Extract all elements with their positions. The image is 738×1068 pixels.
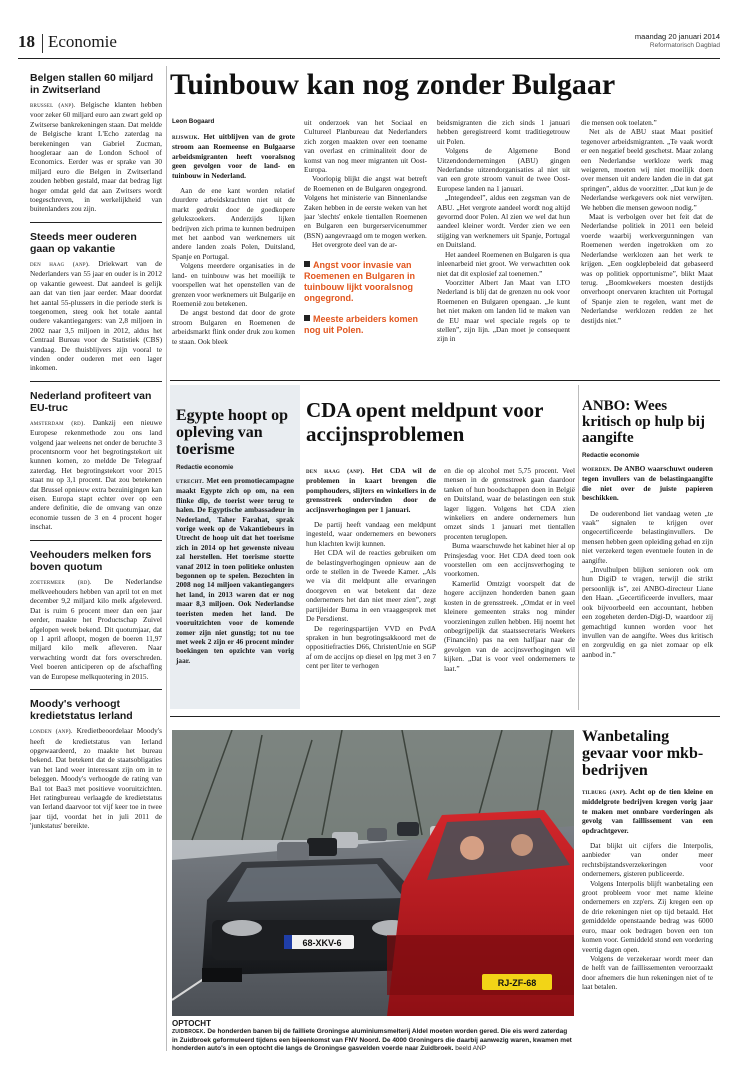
brief-veehouders <box>30 549 162 681</box>
paragraph: Maat is verbolgen over het feit dat de Nederlandse politiek in 2011 een beleid voerde waarbij werkvergunningen van Roemenen werden ingetrokken om zo Nederlandse werklozen aan het werk te krijgen. „Een oogklepbeleid dat gebaseerd was op politiek opportunisme”, blikt Maat terug. „Boomkwekers moesten destijds onverhoopt onervaren krachten uit Portugal of Spanje zien te regelen, want met de Nederlandse werklozen redden ze het destijds niet.” <box>581 212 713 325</box>
tuinbouw-byline: Leon Bogaard <box>172 118 215 125</box>
section-title: Economie <box>48 32 117 51</box>
brief-dateline: londen (anp). <box>30 728 73 736</box>
brief-ouderen <box>30 231 162 373</box>
cda-headline: CDA opent meldpunt voor accijnsproblemen <box>306 398 544 446</box>
tuinbouw-headline: Tuinbouw kan nog zonder Bulgaar <box>170 68 616 101</box>
anbo-byline: Redactie economie <box>582 452 640 459</box>
paragraph: De angst bestond dat door de grote stroom Bulgaren en Roemenen de arbeidsmarkt flink onder druk zou komen te staan. Ook bleek <box>172 308 295 346</box>
photo-caption <box>172 1020 574 1062</box>
paragraph: „Integendeel”, aldus een zegsman van de ABU. „Het vergrote aandeel wordt nog altijd gevormd door Polen. Al zien we wel dat hun aandeel kleiner wordt. Verder zien we een stijging van werknemers uit Spanje, Portugal en Duitsland. <box>437 193 570 250</box>
brief-divider <box>30 222 162 223</box>
tuinbouw-col-1 <box>172 118 295 373</box>
tuinbouw-col-2 <box>304 118 427 373</box>
pullquote-polen: Meeste arbeiders komen nog uit Polen. <box>304 313 419 335</box>
header-rule <box>18 58 720 59</box>
news-photo-optocht <box>172 730 574 1016</box>
brief-eu-truc <box>30 390 162 532</box>
page-number: 18 <box>18 32 35 51</box>
paragraph: Het aandeel Roemenen en Bulgaren is qua inleenarbeid niet groot. We verwachtten ook niet dat dit explosief zal toenemen.” <box>437 249 570 278</box>
egypte-lead: utrecht. Met een promotiecampagne maakt Egypte zich op om, na een flinke dip, de toerist weer terug te halen. De Egyptische ambassadeur in Nederland, Taher Farahat, sprak vorige week op de Vakantiebeurs in Utrecht de hoop uit dat het toerisme zich in 2014 op het gewenste niveau zal herstellen. Het toerisme stortte vanaf 2012 in toen politieke onlusten begonnen op te spelen. Bezochten in 2008 nog 14 miljoen vakantiegangers het land, in 2013 waren dat er nog maar 8,3 miljoen. Ook Nederlandse toeristen meden het land. De vooruitzichten voor de komende zomer zijn niet gunstig; tot nu toe met week 2 zijn er 46 procent minder boekingen ten opzichte van vorig jaar. <box>176 476 295 665</box>
paragraph: Het CDA wil de reacties gebruiken om de belastingverhogingen opnieuw aan de orde te stellen in de Tweede Kamer. „Als we via dit meldpunt alle ervaringen doorgeven en wat betekent dat deze ondernemers het dan niet meer zien”, zegt partijleider Buma in een vraaggesprek met De Persdienst. <box>306 548 436 624</box>
brief-dateline: amsterdam (rd). <box>30 419 86 427</box>
tuinbouw-lead: rijswijk. Het uitblijven van de grote stroom aan Roemeense en Bulgaarse arbeidsmigranten heeft vooralsnog geen gevolgen voor de land- en tuinbouw in Nederland. <box>172 132 295 180</box>
brief-headline: Nederland profiteert van EU-truc <box>30 389 152 414</box>
brief-dateline: brussel (anp). <box>30 102 76 109</box>
paragraph: Voorzitter Albert Jan Maat van LTO Nederland is blij dat de grenzen nu ook voor Roemenen en Bulgaren opengaan. „Je kunt het niet maken om landen lid te maken van de EU maar wel speciale regels op te stellen”, zijn lijn. „Dan moet je consequent zijn in <box>437 277 570 344</box>
paragraph: en die op alcohol met 5,75 procent. Veel mensen in de grensstreek gaan daardoor tanken of hun boodschappen doen in België en Duitsland, waar de belastingen een stuk lager liggen. Volgens het CDA zien winkeliers en andere ondernemers hun omzet sinds 1 januari met tientallen procenten teruglopen. <box>444 466 575 541</box>
cda-col-1 <box>306 466 436 710</box>
brief-headline: Steeds meer ouderen gaan op vakantie <box>30 230 137 255</box>
egypte-box <box>170 385 300 709</box>
paragraph: De partij heeft vandaag een meldpunt ingesteld, waar ondernemers en bewoners hun klachten kwijt kunnen. <box>306 520 436 548</box>
paragraph: De ouderenbond liet vandaag weten „te vaak” signalen te krijgen over ongecertificeerde belastinginvullers. De mensen hebben geen opleiding gehad en zijn niet verzekerd tegen eventuele fouten in de aangifte. <box>582 508 713 565</box>
brief-dateline: zoetermeer (rd). <box>30 578 92 586</box>
left-column <box>30 72 162 1052</box>
paragraph: beidsmigranten die zich sinds 1 januari hebben geregistreerd komt traditiegetrouw uit Polen. <box>437 118 570 146</box>
license-plate-right: RJ-ZF-68 <box>497 978 537 988</box>
anbo-lead: woerden. De ANBO waarschuwt ouderen tegen invullers van de belastingaangifte die niet over de juiste papieren beschikken. <box>582 464 713 503</box>
brief-dateline: den haag (anp). <box>30 260 90 268</box>
header-date: maandag 20 januari 2014 <box>634 32 720 41</box>
caption-label: OPTOCHT <box>172 1020 211 1028</box>
paragraph: Dat blijkt uit cijfers die Interpolis, aanbieder van onder meer rechtsbijstandsverzekeringen voor ondernemers, gisteren publiceerde. <box>582 841 713 879</box>
bullet-square-icon <box>304 261 310 267</box>
license-plate-front: 68-XKV-6 <box>302 938 342 948</box>
paragraph: Het overgrote deel van de ar- <box>312 240 398 250</box>
anbo-article <box>582 398 713 710</box>
paragraph: Volgens Interpolis blijft wanbetaling een groot probleem voor met name kleine ondernemers en zzp'ers. Zij kregen een op de drie rekeningen niet op tijd betaald. Het gemiddelde openstaande bedrag was 6000 euro, maar ook bedragen boven een ton komen voor. Gemiddeld stond een vordering veertig dagen open. <box>582 878 713 954</box>
paragraph: Buma waarschuwde het kabinet hier al op Prinsjesdag voor. Het CDA deed toen ook voorstellen om een accijnsverhoging te voorkomen. <box>444 541 575 579</box>
egypte-byline: Redactie economie <box>176 464 234 471</box>
brief-divider <box>30 689 162 690</box>
paragraph: Voorlopig blijkt die angst wat betreft de Roemenen en de Bulgaren ongegrond. Volgens het ministerie van Binnenlandse Zaken hebben in de eerste weken van het jaar 'slechts' enkele tientallen Roemenen en Bulgaren een burgerservicenummer (BSN) aangevraagd om te mogen werken. <box>304 174 427 240</box>
paragraph: Aan de ene kant worden relatief duurdere arbeidskrachten niet uit de markt gedrukt door de goedkopere gelukszoekers. Anderzijds lijken bedrijven zich prima te kunnen bedruipen met het aanbod van werknemers uit andere landen zoals Polen, Duitsland, Spanje en Portugal. <box>172 186 295 261</box>
wanbetaling-lead: tilburg (anp). Acht op de tien kleine en middelgrote bedrijven kregen vorig jaar te maken met onnbare vorderingen als gevolg van faillissement van een opdrachtgever. <box>582 787 713 835</box>
brief-divider <box>30 381 162 382</box>
column-divider <box>166 66 167 1051</box>
egypte-headline: Egypte hoopt op opleving van toerisme <box>176 407 289 458</box>
brief-text: Kredietbeoordelaar Moody's heeft de kredietstatus van Ierland opgewaardeerd, zo maakte het bureau bekend. Dat betekent dat de staatsobligaties van het land weer interessant zijn om in te beleggen. Moody's verhoogde de rating van Ba1 tot Baa3 met positieve vooruitzichten. Het ratingbureau verlaagde de kredietstatus van Ierland daarvoor tot vijf keer toe in twee jaar tijd, voordat het in juli 2011 de 'junkstatus' bereikte. <box>30 726 162 831</box>
brief-text: De Nederlandse melkveehouders hebben van april tot en met december 9,2 miljard kilo melk afgeleverd. Dat is ruim 6 procent meer dan een jaar eerder, maakte het Productschap Zuivel afgelopen week bekend. Dit quotumjaar, dat op 1 april afloopt, mogen de boeren 11,97 miljard kilo melk afleveren. Naar verwachting wordt dat fors overschreden. Veel boeren anticiperen op de afschaffing van de Europese melkquotering in 2015. <box>30 576 162 681</box>
page-header <box>18 12 720 62</box>
header-paper: Reformatorisch Dagblad <box>649 42 720 49</box>
paragraph: De regeringspartijen VVD en PvdA spraken in hun begrotingsakkoord met de oppositiefracties D66, ChristenUnie en SGP af om de accijns op diesel en lpg met 3 en 7 cent per liter te verhogen <box>306 623 436 671</box>
paragraph: Volgens de Algemene Bond Uitzendondernemingen (ABU) gingen Nederlandse uitzendorganisaties al niet uit van een grote stroom vanuit de twee Oost-Europese landen na 1 januari. <box>437 146 570 193</box>
car-convoy-illustration <box>172 730 574 1016</box>
caption-text: De honderden banen bij de failliete Groningse aluminiumsmelterij Aldel moeten worden gered. Die eis werd zaterdag in Zuidbroek geformuleerd tijdens een bijeenkomst van FNV Noord. De 4000 Groningers die daarbij aanwezig waren, kwamen met honderden auto's in een optocht die langs de Groningse gasvelden voerde naar Zuidbroek. <box>172 1028 572 1052</box>
paragraph: Volgens meerdere organisaties in de land- en tuinbouw was het moeilijk te voorspellen wat het openstellen van de grenzen voor werknemers uit Bulgarije en Roemenië zou betekenen. <box>172 261 295 308</box>
tuinbouw-col-4 <box>581 118 713 373</box>
brief-headline: Belgen stallen 60 miljard in Zwitserland <box>30 72 154 96</box>
paragraph: uit onderzoek van het Sociaal en Cultureel Planbureau dat Nederlanders zich zorgen maakten over een toename van overlast en criminaliteit door de komst van nog meer migranten uit Oost-Europa. <box>304 118 427 175</box>
caption-dateline: zuidbroek. <box>172 1028 206 1036</box>
brief-text: Dankzij een nieuwe Europese rekenmethode zou ons land volgend jaar weleens net onder de beruchte 3 procentsnorm voor het begrotingstekort uit kunnen komen, zo meldde De Telegraaf zaterdag. Het begrotingstekort voor 2015 staat nu op 3,1 procent. Dat zou betekenen dat Brussel opnieuw extra bezuinigingen kan eisen. Europa stapt echter over op een andere definitie, die de omvang van onze economie tussen de 3 en 4 procent hoger inschat. <box>30 417 162 532</box>
wanbetaling-headline: Wanbetaling gevaar voor mkb-bedrijven <box>582 728 704 779</box>
wanbetaling-article <box>582 728 713 1060</box>
header-divider <box>42 34 43 53</box>
paragraph: Net als de ABU staat Maat positief tegenover arbeidsmigranten. „Te vaak wordt er een negatief beeld geschetst. Maar zolang een Nederlandse werkloze werk mag weigeren, moeten wij niet moeilijk doen over mensen uit andere landen die in dat gat springen”, aldus de voorzitter. „Dat kun je de Nederlandse werkgevers ook niet verwijten. We hebben die mensen gewoon nodig.” <box>581 127 713 212</box>
cda-lead: den haag (anp). Het CDA wil de problemen in kaart brengen die pomphouders, slijters en winkeliers in de grensstreek ondervinden door de accijnsverhogingen per 1 januari. <box>306 466 436 514</box>
paragraph: Volgens de verzekeraar wordt meer dan de helft van de faillissementen veroorzaakt door afnemers die hun rekeningen niet of te laat betalen. <box>582 953 713 992</box>
cda-col-2 <box>444 466 575 710</box>
column-divider <box>578 385 579 710</box>
brief-belgen <box>30 72 162 214</box>
section-rule <box>170 716 720 717</box>
caption-credit: beeld ANP <box>455 1044 486 1052</box>
brief-text: Belgische klanten hebben voor zeker 60 miljard euro aan zwart geld op Zwitserse bankrekeningen staan. Dat meldde de Belgische krant L'Echo zaterdag na berekeningen van Gabriel Zucman, hoogleraar aan de London School of Economics. Eerder was er sprake van 30 miljard euro die Belgen in Zwitserland zouden hebben gestald, maar dat bedrag ligt hoger omdat geld dat aan Zwitsers wordt toegeschreven, in werkelijkheid van buitenlanders zou zijn. <box>30 100 162 214</box>
brief-headline: Moody's verhoogt kredietstatus Ierland <box>30 698 133 723</box>
paragraph: Kamerlid Omtzigt voorspelt dat de hogere accijnzen honderden banen gaan kosten in de grensstreek. „Omdat er in veel kleinere gemeenten straks nog minder voorzieningen zullen hebben. Hij noemt het onbegrijpelijk dat staatssecretaris Weekers (Financiën) pas na een halfjaar naar de gevolgen van de accijnsverhogingen wil kijken. „Dat is voor veel ondernemers te laat.” <box>444 578 575 673</box>
brief-divider <box>30 540 162 541</box>
anbo-headline: ANBO: Wees kritisch op hulp bij aangifte <box>582 398 705 446</box>
paragraph: „Invulhulpen blijken senioren ook om hun DigiD te vragen, terwijl die strikt persoonlijk is”, zei ANBO-directeur Liane den Haan. „Gecertificeerde invullers, maar ook bijvoorbeeld een accountant, hebben een zogeheten derden-Digi-D, waardoor zij gemachtigd kunnen worden voor het invullen van de aangifte. Wees dus kritisch en zorgvuldig en ga niet zomaar op elk aanbod in.” <box>582 565 713 659</box>
brief-text: Driekwart van de Nederlanders van 55 jaar en ouder is in 2012 op vakantie geweest. Dat aandeel is gelijk aan dat van tien jaar eerder. Maar doordat het aantal 55-plussers in die periode sterk is toegenomen, steeg ook het totale aantal oudere vakantiegangers: van 2,8 miljoen in 2002 naar 3,5 miljoen in 2012, aldus het Centraal Bureau voor de Statistiek (CBS) vandaag. De thuisblijvers zijn vooral te vinden onder ouderen met een lager inkomen. <box>30 258 162 373</box>
section-rule <box>170 380 720 381</box>
tuinbouw-col-3 <box>437 118 570 373</box>
bullet-square-icon <box>304 315 310 321</box>
pullquote-invasie: Angst voor invasie van Roemenen en Bulgaren in tuinbouw lijkt vooralsnog ongegrond. <box>304 259 416 303</box>
paragraph: die mensen ook toelaten.” <box>581 118 657 127</box>
brief-headline: Veehouders melken fors boven quotum <box>30 548 152 573</box>
brief-moodys <box>30 698 162 830</box>
